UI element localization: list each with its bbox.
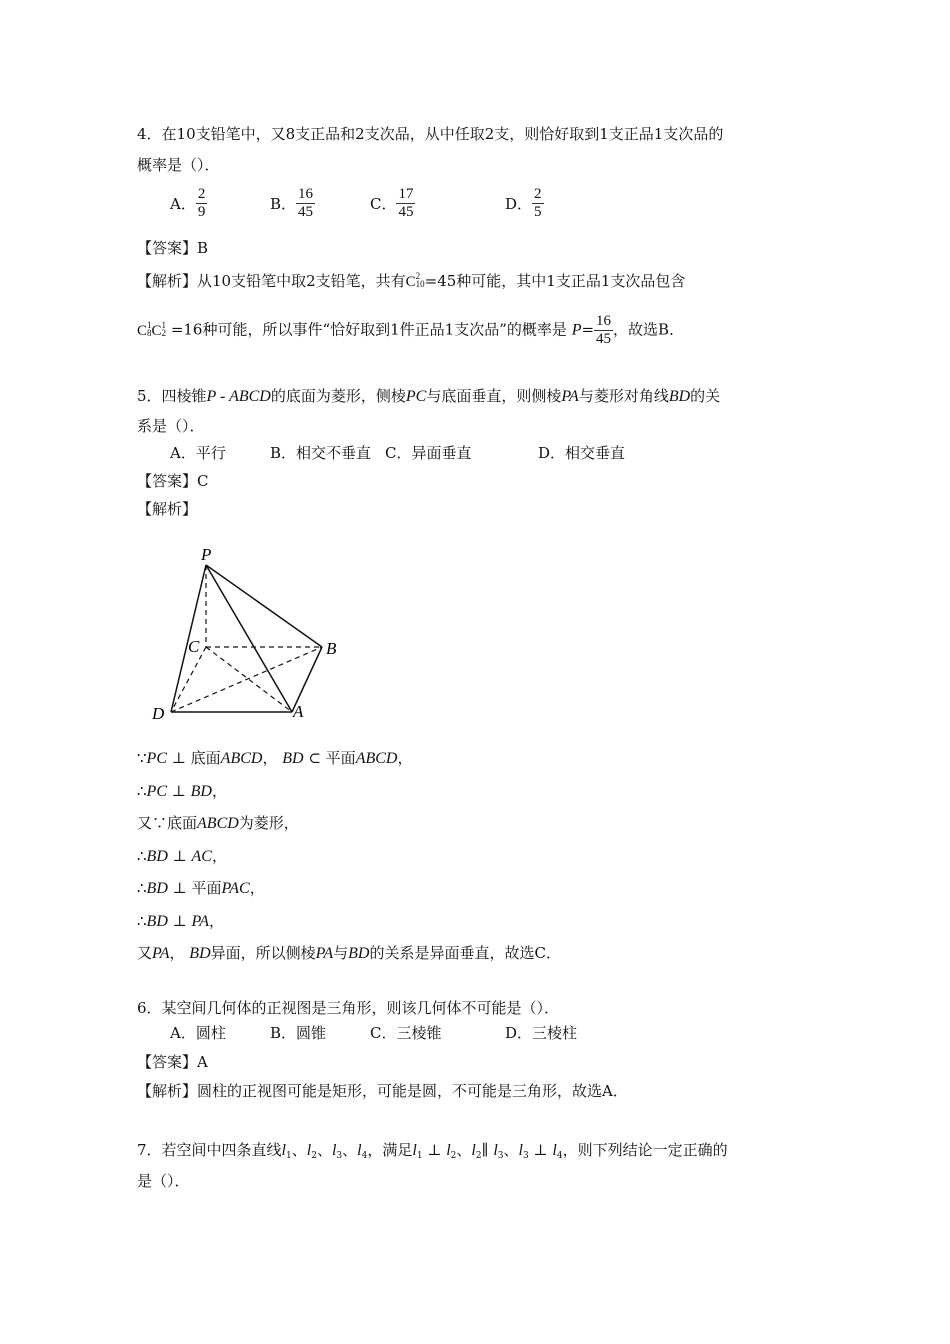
q5-analysis-label: 【解析】 [137,500,198,518]
q4-answer: 【答案】B [137,239,209,257]
q5-step-5: ∴BD ⊥ 平面PAC， [137,879,265,897]
q5-step-3: 又∵底面ABCD为菱形， [137,814,299,832]
q5-stem-line1: 5．四棱锥P - ABCD的底面为菱形，侧棱PC与底面垂直，则侧棱PA与菱形对角线BD的关 [137,387,721,405]
q6-option-d: D．三棱柱 [505,1024,578,1042]
q6-answer: 【答案】A [137,1053,208,1071]
label-p: P [201,545,212,564]
label-c: C [188,637,200,656]
label-a: A [293,702,304,721]
q4-analysis-line2: C 1 8 C 1 2 =16种可能，所以事件“恰好取到1件正品1支次品”的概率是 P= $\frac{16}{45}$ ，故选B． [137,313,685,347]
q6-option-c: C．三棱锥 [370,1024,442,1042]
q5-step-4: ∴BD ⊥ AC， [137,847,227,865]
edge-pa [206,565,292,712]
q5-stem-line2: 系是（）． [137,417,205,435]
q6-option-a: A．圆柱 [170,1024,226,1042]
q5-conclusion: 又PA， BD异面，所以侧棱PA与BD的关系是异面垂直，故选C． [137,944,561,962]
q5-step-6: ∴BD ⊥ PA， [137,912,225,930]
pyramid-figure [140,535,360,730]
q5-option-c: C．异面垂直 [385,444,472,462]
q5-option-d: D．相交垂直 [538,444,626,462]
q5-step-1: ∵PC ⊥ 底面ABCD， BD ⊂ 平面ABCD， [137,749,413,767]
q6-option-b: B．圆锥 [270,1024,327,1042]
q6-analysis: 【解析】圆柱的正视图可能是矩形，可能是圆，不可能是三角形，故选A． [137,1082,628,1100]
edge-cd [171,647,206,712]
label-d: D [152,704,165,723]
q6-stem: 6．某空间几何体的正视图是三角形，则该几何体不可能是（）． [137,999,560,1017]
q5-step-2: ∴PC ⊥ BD， [137,782,227,800]
q4-option-a: A． $\frac{2}{9}$ [170,186,206,220]
q4-stem-line1: 4．在10支铅笔中，又8支正品和2支次品，从中任取2支，则恰好取到1支正品1支次品的 [137,125,724,143]
q4-option-c: C． $\frac{17}{45}$ [370,186,414,220]
q4-analysis-line1: 【解析】从10支铅笔中取2支铅笔，共有C 2 10 =45种可能，其中1支正品1支次品包含 [137,271,686,290]
q5-answer: 【答案】C [137,472,209,490]
q5-option-a: A．平行 [170,444,226,462]
q4-option-b: B． $\frac{16}{45}$ [270,186,314,220]
q5-option-b: B．相交不垂直 [270,444,372,462]
edge-pb [206,565,322,647]
q7-stem-line1: 7．若空间中四条直线$l_1$、$l_2$、$l_3$、$l_4$，满足$l_1$ ⊥ $l_2$、$l_2\parallel$ $l_3$、$l_3$ ⊥ $l_4$，则下列结论一定正确的 [137,1141,728,1161]
label-b: B [326,639,337,658]
q7-stem-line2: 是（）． [137,1172,190,1190]
edge-ca [206,647,292,712]
q4-stem-line2: 概率是（）． [137,156,220,174]
q4-option-d: D． $\frac{2}{5}$ [505,186,542,220]
